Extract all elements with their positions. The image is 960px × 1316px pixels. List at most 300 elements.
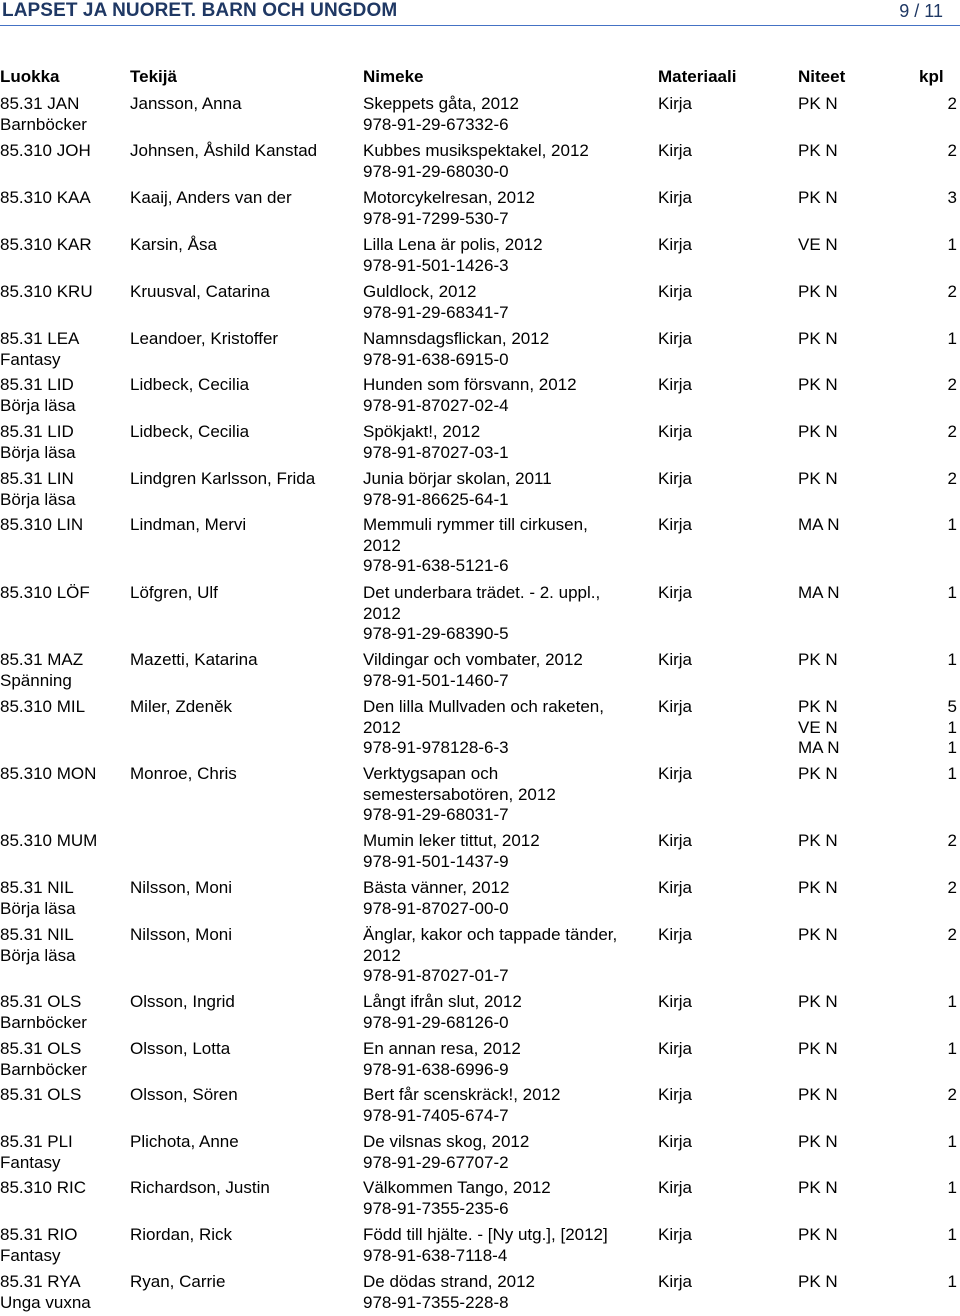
row-author-line: Miler, Zdeněk — [130, 697, 233, 716]
row-class-line: 85.31 LEA — [0, 329, 80, 348]
row-copies-location — [798, 764, 838, 785]
row-material — [658, 925, 692, 946]
row-material-line: Kirja — [658, 515, 693, 534]
row-title-line: 978-91-638-5121-6 — [363, 556, 509, 575]
row-count — [880, 515, 957, 536]
row-title — [363, 878, 653, 919]
row-class — [0, 697, 126, 718]
page-number: 9 / 11 — [899, 1, 943, 21]
column-header-niteet: Niteet — [798, 67, 846, 86]
row-class-line: 85.31 MAZ — [0, 650, 84, 669]
row-count-line: 1 — [947, 764, 957, 783]
row-author-line: Kaaij, Anders van der — [130, 188, 292, 207]
row-title — [363, 1132, 653, 1173]
row-title-line: 978-91-7405-674-7 — [363, 1105, 509, 1125]
row-class-line: 85.310 LÖF — [0, 583, 90, 602]
row-title-line: 2012 — [363, 945, 401, 965]
row-title — [363, 469, 653, 510]
row-copies-location-line: PK N — [798, 375, 838, 394]
column-header-kpl: kpl — [919, 67, 944, 86]
row-title — [363, 235, 653, 276]
row-title — [363, 1272, 653, 1313]
row-class-line: Fantasy — [0, 1245, 61, 1265]
row-author-line: Plichota, Anne — [130, 1132, 239, 1151]
row-copies-location — [798, 422, 838, 443]
row-author — [130, 583, 360, 604]
row-author-line: Leandoer, Kristoffer — [130, 329, 279, 348]
row-author-line: Johnsen, Åshild Kanstad — [130, 141, 318, 160]
row-title-line: 978-91-638-7118-4 — [363, 1245, 508, 1265]
row-title-line: semestersabotören, 2012 — [363, 784, 556, 804]
row-copies-location-line: MA N — [798, 515, 840, 534]
row-class — [0, 878, 126, 919]
row-count — [880, 1178, 957, 1199]
row-title — [363, 925, 653, 987]
row-title-line: Skeppets gåta, 2012 — [363, 94, 519, 113]
row-author-line: Lindgren Karlsson, Frida — [130, 469, 316, 488]
row-author-line: Ryan, Carrie — [130, 1272, 226, 1291]
row-class-line: Börja läsa — [0, 442, 76, 462]
row-material — [658, 94, 692, 115]
row-author-line: Olsson, Lotta — [130, 1039, 231, 1058]
row-title — [363, 1085, 653, 1126]
row-class — [0, 94, 126, 135]
row-title-line: Vildingar och vombater, 2012 — [363, 650, 583, 669]
row-count-line: 1 — [947, 235, 957, 254]
row-class-line: 85.310 RIC — [0, 1178, 86, 1197]
row-class-line: Börja läsa — [0, 395, 76, 415]
row-class-line: 85.31 NIL — [0, 925, 74, 944]
row-title-line: 978-91-86625-64-1 — [363, 489, 509, 509]
row-material-line: Kirja — [658, 1225, 693, 1244]
row-title — [363, 515, 653, 577]
row-author-line: Jansson, Anna — [130, 94, 242, 113]
row-count-line: 1 — [947, 1132, 957, 1151]
row-copies-location — [798, 992, 838, 1013]
row-class-line: Barnböcker — [0, 114, 87, 134]
row-material — [658, 650, 692, 671]
row-copies-location — [798, 94, 838, 115]
row-count — [880, 1039, 957, 1060]
row-title-line: Långt ifrån slut, 2012 — [363, 992, 522, 1011]
row-count — [880, 282, 957, 303]
row-material — [658, 188, 692, 209]
row-count-line: 1 — [947, 717, 957, 737]
row-class-line: 85.310 MON — [0, 764, 97, 783]
row-author-line: Lidbeck, Cecilia — [130, 375, 250, 394]
row-title — [363, 992, 653, 1033]
row-class-line: Fantasy — [0, 349, 61, 369]
row-copies-location-line: VE N — [798, 717, 838, 737]
row-count — [880, 764, 957, 785]
row-class-line: 85.31 NIL — [0, 878, 74, 897]
row-class — [0, 992, 126, 1033]
row-count — [880, 1132, 957, 1153]
row-title-line: Mumin leker tittut, 2012 — [363, 831, 540, 850]
row-title — [363, 764, 653, 826]
row-material-line: Kirja — [658, 469, 693, 488]
row-material — [658, 469, 692, 490]
row-count-line: 1 — [947, 992, 957, 1011]
row-class-line: Börja läsa — [0, 898, 76, 918]
row-class — [0, 188, 126, 209]
row-count — [880, 650, 957, 671]
row-copies-location-line: MA N — [798, 583, 840, 602]
row-author-line: Löfgren, Ulf — [130, 583, 218, 602]
row-author-line: Mazetti, Katarina — [130, 650, 258, 669]
row-copies-location — [798, 1272, 838, 1293]
row-author — [130, 141, 360, 162]
row-title — [363, 697, 653, 759]
row-class — [0, 235, 126, 256]
row-copies-location — [798, 1225, 838, 1246]
row-class-line: Börja läsa — [0, 489, 76, 509]
row-copies-location-line: PK N — [798, 188, 838, 207]
row-author — [130, 1085, 360, 1106]
row-author — [130, 422, 360, 443]
row-material — [658, 1039, 692, 1060]
row-copies-location — [798, 650, 838, 671]
row-author — [130, 992, 360, 1013]
row-material-line: Kirja — [658, 925, 693, 944]
row-count — [880, 141, 957, 162]
row-author-line: Nilsson, Moni — [130, 925, 233, 944]
row-copies-location-line: PK N — [798, 992, 838, 1011]
row-class-line: 85.31 LID — [0, 375, 74, 394]
row-copies-location — [798, 329, 838, 350]
row-material-line: Kirja — [658, 1178, 693, 1197]
row-author — [130, 1039, 360, 1060]
row-title — [363, 422, 653, 463]
row-copies-location-line: PK N — [798, 422, 838, 441]
row-author-line: Olsson, Sören — [130, 1085, 238, 1104]
row-material — [658, 583, 692, 604]
row-count — [880, 925, 957, 946]
row-class-line: 85.310 LIN — [0, 515, 84, 534]
row-count-line: 2 — [947, 282, 957, 301]
row-title-line: 978-91-501-1437-9 — [363, 851, 509, 871]
row-copies-location — [798, 469, 838, 490]
row-author — [130, 235, 360, 256]
row-title-line: 978-91-7355-228-8 — [363, 1292, 509, 1312]
row-class — [0, 375, 126, 416]
row-count — [880, 992, 957, 1013]
row-material — [658, 235, 692, 256]
row-count-line: 1 — [947, 650, 957, 669]
row-class — [0, 1272, 126, 1313]
row-author — [130, 878, 360, 899]
row-title-line: En annan resa, 2012 — [363, 1039, 521, 1058]
row-class — [0, 925, 126, 966]
row-title — [363, 188, 653, 229]
row-copies-location-line: PK N — [798, 1178, 838, 1197]
row-class — [0, 831, 126, 852]
row-title-line: 978-91-501-1426-3 — [363, 255, 509, 275]
row-material-line: Kirja — [658, 650, 693, 669]
row-count-line: 1 — [947, 1225, 957, 1244]
row-count-line: 1 — [947, 583, 957, 602]
row-title-line: 978-91-501-1460-7 — [363, 670, 509, 690]
row-count — [880, 1225, 957, 1246]
row-count-line: 1 — [947, 738, 957, 757]
row-title — [363, 141, 653, 182]
row-class — [0, 1039, 126, 1080]
row-class-line: 85.31 OLS — [0, 992, 82, 1011]
row-author — [130, 1132, 360, 1153]
row-copies-location — [798, 235, 838, 256]
row-count — [880, 583, 957, 604]
row-title-line: Junia börjar skolan, 2011 — [363, 469, 552, 488]
row-count — [880, 375, 957, 396]
row-count-line: 1 — [947, 1178, 957, 1197]
row-material-line: Kirja — [658, 375, 693, 394]
row-title-line: Hunden som försvann, 2012 — [363, 375, 577, 394]
row-title — [363, 650, 653, 691]
row-material — [658, 515, 692, 536]
row-count-line: 2 — [947, 422, 957, 441]
row-class-line: 85.310 KRU — [0, 282, 93, 301]
row-title-line: 978-91-29-68390-5 — [363, 624, 509, 643]
row-class — [0, 282, 126, 303]
row-author-line: Monroe, Chris — [130, 764, 237, 783]
row-count — [880, 235, 957, 256]
row-count-line: 2 — [947, 1085, 957, 1104]
row-title-line: Kubbes musikspektakel, 2012 — [363, 141, 589, 160]
row-count-line: 1 — [947, 329, 957, 348]
row-copies-location — [798, 583, 840, 604]
row-title-line: Bästa vänner, 2012 — [363, 878, 510, 897]
row-author — [130, 764, 360, 785]
row-author — [130, 650, 360, 671]
column-header-luokka: Luokka — [0, 67, 60, 86]
row-title-line: 978-91-87027-01-7 — [363, 966, 509, 985]
row-class-line: 85.31 OLS — [0, 1039, 82, 1058]
row-title-line: Memmuli rymmer till cirkusen, — [363, 515, 588, 534]
row-count-line: 1 — [947, 1039, 957, 1058]
column-header-tekija: Tekijä — [130, 67, 177, 86]
row-material — [658, 878, 692, 899]
row-material — [658, 422, 692, 443]
row-count — [880, 329, 957, 350]
row-author — [130, 469, 360, 490]
row-class-line: Barnböcker — [0, 1012, 87, 1032]
row-title-line: Motorcykelresan, 2012 — [363, 188, 535, 207]
row-material — [658, 1178, 692, 1199]
row-copies-location-line: MA N — [798, 738, 840, 757]
row-class-line: 85.31 JAN — [0, 94, 80, 113]
row-copies-location — [798, 515, 840, 536]
row-title-line: 978-91-638-6915-0 — [363, 349, 509, 369]
row-material-line: Kirja — [658, 188, 693, 207]
row-class — [0, 583, 126, 604]
row-title-line: Namnsdagsflickan, 2012 — [363, 329, 550, 348]
row-copies-location — [798, 1039, 838, 1060]
row-copies-location — [798, 1132, 838, 1153]
row-material-line: Kirja — [658, 94, 693, 113]
row-class — [0, 1178, 126, 1199]
row-copies-location-line: PK N — [798, 1225, 838, 1244]
row-class — [0, 764, 126, 785]
row-class-line: 85.31 LID — [0, 422, 74, 441]
row-title-line: 978-91-7299-530-7 — [363, 208, 509, 228]
row-count-line: 1 — [947, 515, 957, 534]
row-copies-location-line: PK N — [798, 329, 838, 348]
row-material-line: Kirja — [658, 1085, 693, 1104]
row-material — [658, 329, 692, 350]
row-title-line: Lilla Lena är polis, 2012 — [363, 235, 543, 254]
row-material-line: Kirja — [658, 141, 693, 160]
row-title — [363, 375, 653, 416]
row-material — [658, 1085, 692, 1106]
row-material — [658, 831, 692, 852]
row-copies-location-line: PK N — [798, 764, 838, 783]
row-author — [130, 282, 360, 303]
row-copies-location-line: PK N — [798, 831, 838, 850]
row-material — [658, 1225, 692, 1246]
row-author — [130, 375, 360, 396]
row-material — [658, 1272, 692, 1293]
row-material-line: Kirja — [658, 831, 693, 850]
header-divider — [0, 25, 960, 26]
row-material-line: Kirja — [658, 992, 693, 1011]
row-class-line: Fantasy — [0, 1152, 61, 1172]
row-material-line: Kirja — [658, 878, 693, 897]
row-copies-location — [798, 141, 838, 162]
row-class — [0, 1085, 126, 1106]
row-material — [658, 1132, 692, 1153]
row-class — [0, 515, 126, 536]
row-material — [658, 375, 692, 396]
row-title — [363, 831, 653, 872]
row-count — [880, 1272, 957, 1293]
row-class-line: 85.31 LIN — [0, 469, 74, 488]
row-author-line: Riordan, Rick — [130, 1225, 233, 1244]
row-copies-location — [798, 375, 838, 396]
row-material-line: Kirja — [658, 1272, 693, 1291]
row-title-line: De dödas strand, 2012 — [363, 1272, 536, 1291]
row-copies-location — [798, 697, 840, 759]
row-copies-location — [798, 1085, 838, 1106]
row-title-line: 2012 — [363, 717, 401, 737]
row-copies-location-line: PK N — [798, 141, 838, 160]
row-author — [130, 515, 360, 536]
row-class-line: 85.310 KAA — [0, 188, 91, 207]
row-copies-location-line: PK N — [798, 94, 838, 113]
row-copies-location — [798, 1178, 838, 1199]
row-title-line: 2012 — [363, 535, 401, 555]
row-class-line: 85.31 RYA — [0, 1272, 81, 1291]
row-class-line: 85.31 RIO — [0, 1225, 78, 1244]
row-class-line: 85.310 JOH — [0, 141, 91, 160]
row-author-line: Karsin, Åsa — [130, 235, 217, 254]
row-count-line: 2 — [947, 94, 957, 113]
row-author-line: Lidbeck, Cecilia — [130, 422, 250, 441]
row-copies-location-line: PK N — [798, 1132, 838, 1151]
row-title-line: Verktygsapan och — [363, 764, 499, 783]
row-class-line: Barnböcker — [0, 1059, 87, 1079]
row-class — [0, 1225, 126, 1266]
row-material — [658, 697, 692, 718]
row-class — [0, 650, 126, 691]
row-material-line: Kirja — [658, 583, 693, 602]
row-author-line: Lindman, Mervi — [130, 515, 247, 534]
row-title-line: Född till hjälte. - [Ny utg.], [2012] — [363, 1225, 608, 1244]
row-count-line: 2 — [947, 831, 957, 850]
row-copies-location-line: VE N — [798, 235, 838, 254]
row-count — [880, 94, 957, 115]
row-title-line: Den lilla Mullvaden och raketen, — [363, 697, 604, 716]
row-copies-location — [798, 831, 838, 852]
page-title: LAPSET JA NUORET. BARN OCH UNGDOM — [2, 0, 398, 21]
row-title-line: 978-91-29-68126-0 — [363, 1012, 509, 1032]
row-title — [363, 329, 653, 370]
row-author-line: Richardson, Justin — [130, 1178, 270, 1197]
row-title-line: 978-91-7355-235-6 — [363, 1198, 509, 1218]
row-count — [880, 469, 957, 490]
row-material — [658, 992, 692, 1013]
row-title — [363, 583, 653, 645]
row-author — [130, 329, 360, 350]
row-class-line: 85.310 KAR — [0, 235, 92, 254]
row-title-line: 978-91-87027-03-1 — [363, 442, 509, 462]
row-material-line: Kirja — [658, 282, 693, 301]
row-title-line: 978-91-87027-02-4 — [363, 395, 509, 415]
row-count-line: 5 — [947, 697, 957, 716]
page-header — [0, 0, 960, 22]
row-title-line: 978-91-29-68031-7 — [363, 805, 509, 824]
row-copies-location-line: PK N — [798, 469, 838, 488]
row-copies-location-line: PK N — [798, 1085, 838, 1104]
row-class-line: 85.31 PLI — [0, 1132, 73, 1151]
row-author — [130, 188, 360, 209]
row-class-line: Börja läsa — [0, 945, 76, 965]
row-copies-location-line: PK N — [798, 1039, 838, 1058]
row-title-line: De vilsnas skog, 2012 — [363, 1132, 530, 1151]
row-material-line: Kirja — [658, 1039, 693, 1058]
row-author-line: Kruusval, Catarina — [130, 282, 270, 301]
row-title — [363, 94, 653, 135]
row-title-line: 978-91-638-6996-9 — [363, 1059, 509, 1079]
row-copies-location — [798, 188, 838, 209]
row-class-line: 85.310 MUM — [0, 831, 98, 850]
row-material-line: Kirja — [658, 697, 693, 716]
row-author — [130, 925, 360, 946]
row-class-line: Unga vuxna — [0, 1292, 91, 1312]
row-title-line: 978-91-87027-00-0 — [363, 898, 509, 918]
row-count — [880, 697, 957, 759]
row-count — [880, 188, 957, 209]
row-count-line: 1 — [947, 1272, 957, 1291]
row-class — [0, 469, 126, 510]
row-author — [130, 1272, 360, 1293]
row-material-line: Kirja — [658, 764, 693, 783]
row-title — [363, 1178, 653, 1219]
row-author — [130, 697, 360, 718]
row-count-line: 2 — [947, 925, 957, 944]
row-material — [658, 282, 692, 303]
row-title-line: 978-91-29-68030-0 — [363, 161, 509, 181]
row-class-line: 85.31 OLS — [0, 1085, 82, 1104]
row-title-line: 978-91-29-67332-6 — [363, 114, 509, 134]
row-title-line: 978-91-29-68341-7 — [363, 302, 509, 322]
row-copies-location — [798, 878, 838, 899]
row-title-line: 978-91-29-67707-2 — [363, 1152, 509, 1172]
row-author — [130, 1178, 360, 1199]
row-title-line: 978-91-978128-6-3 — [363, 738, 509, 757]
row-author-line: Olsson, Ingrid — [130, 992, 235, 1011]
row-count-line: 2 — [947, 141, 957, 160]
row-class — [0, 1132, 126, 1173]
